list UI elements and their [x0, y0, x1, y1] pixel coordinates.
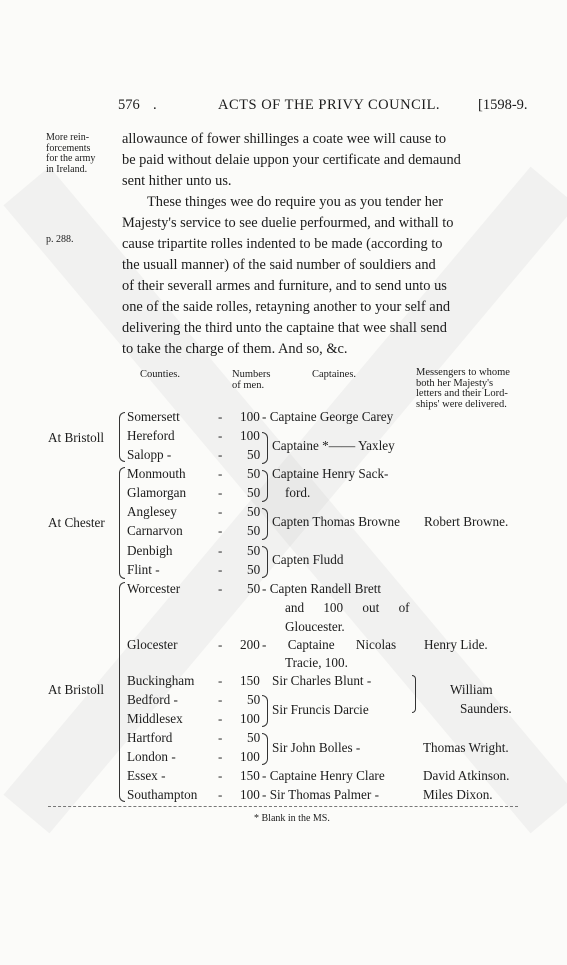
margin-note: More rein- forcements for the army in Ireland.: [46, 132, 96, 175]
place-label: At Chester: [48, 515, 105, 530]
captaine: Captaine *—— Yaxley: [272, 438, 395, 453]
men-count: 50: [247, 543, 261, 558]
col-header-messengers: Messengers to whome both her Majesty's letters and their Lord- ships' were delivered.: [416, 367, 510, 410]
men-count: 50: [247, 581, 261, 596]
men-count: 100: [240, 711, 260, 726]
body-line: allowaunce of fower shillinges a coate wee will cause to: [122, 131, 447, 147]
captaine: Sir Charles Blunt -: [272, 673, 372, 688]
county: Middlesex: [127, 711, 183, 726]
group-brace: [119, 582, 125, 802]
captaine: Capten Thomas Browne: [272, 514, 400, 529]
footnote: * Blank in the MS.: [254, 813, 330, 824]
row-dash: -: [218, 466, 223, 481]
county: London -: [127, 749, 176, 764]
county: Bedford -: [127, 692, 178, 707]
county: Monmouth: [127, 466, 186, 481]
county: Glamorgan: [127, 485, 187, 500]
men-count: 50: [247, 730, 261, 745]
page-reference: p. 288.: [46, 234, 74, 245]
body-line: one of the saide rolles, retayning another to your self and: [122, 299, 451, 315]
captaine: Captaine Henry Sack-: [272, 466, 389, 481]
footnote-rule: [48, 806, 518, 807]
county: Somersett: [127, 409, 180, 424]
messenger-brace: [412, 675, 416, 713]
men-count: 100: [240, 749, 260, 764]
row-dash: -: [218, 543, 223, 558]
body-line: These thinges wee do require you as you tender her: [147, 194, 444, 210]
col-header-numbers: Numbers of men.: [232, 369, 271, 391]
messenger: Miles Dixon.: [423, 787, 493, 802]
men-count: 150: [240, 768, 260, 783]
row-dash: -: [218, 523, 223, 538]
men-count: 50: [247, 523, 261, 538]
men-count: 150: [240, 673, 260, 688]
county: Hartford: [127, 730, 173, 745]
place-label: At Bristoll: [48, 682, 105, 697]
captaine: ford.: [285, 485, 311, 500]
body-line: to take the charge of them. And so, &c.: [122, 341, 348, 357]
county: Anglesey: [127, 504, 177, 519]
captaine: Sir Fruncis Darcie: [272, 702, 369, 717]
messenger: Henry Lide.: [424, 637, 488, 652]
row-dash: -: [218, 447, 223, 462]
col-header-counties: Counties.: [140, 369, 180, 380]
number-brace: [262, 546, 268, 578]
number-brace: [262, 432, 268, 464]
captaine: - Captaine George Carey: [262, 409, 394, 424]
row-dash: -: [218, 787, 223, 802]
men-count: 100: [240, 428, 260, 443]
county: Carnarvon: [127, 523, 183, 538]
group-brace: [119, 412, 125, 462]
captaine: - Sir Thomas Palmer -: [262, 787, 379, 802]
row-dash: -: [218, 692, 223, 707]
captaine: - Captaine Nicolas: [262, 637, 397, 652]
messenger: Saunders.: [460, 701, 512, 716]
row-dash: -: [218, 581, 223, 596]
men-count: 50: [247, 692, 261, 707]
county: Salopp -: [127, 447, 172, 462]
body-line: sent hither unto us.: [122, 173, 232, 189]
men-count: 50: [247, 466, 261, 481]
row-dash: -: [218, 485, 223, 500]
captaine: Sir John Bolles -: [272, 740, 361, 755]
body-line: of their severall armes and furniture, and to send unto us: [122, 278, 447, 294]
men-count: 50: [247, 562, 261, 577]
page-number: 576: [118, 97, 140, 113]
county: Flint -: [127, 562, 160, 577]
body-line: be paid without delaie uppon your certificate and demaund: [122, 152, 461, 168]
captaine: and 100 out of: [285, 600, 410, 615]
men-count: 50: [247, 485, 261, 500]
header-date: [1598-9.: [478, 97, 528, 113]
messenger: William: [450, 682, 493, 697]
county: Denbigh: [127, 543, 173, 558]
body-line: the usuall manner) of the said number of souldiers and: [122, 257, 436, 273]
messenger: Thomas Wright.: [423, 740, 509, 755]
header-separator: .: [153, 97, 157, 113]
row-dash: -: [218, 428, 223, 443]
row-dash: -: [218, 749, 223, 764]
captaine: Tracie, 100.: [285, 655, 348, 670]
county: Worcester: [127, 581, 181, 596]
county: Glocester: [127, 637, 178, 652]
county: Southampton: [127, 787, 198, 802]
row-dash: -: [218, 711, 223, 726]
captaine: Capten Fludd: [272, 552, 344, 567]
number-brace: [262, 508, 268, 540]
row-dash: -: [218, 768, 223, 783]
messenger: Robert Browne.: [424, 514, 509, 529]
captaine: - Capten Randell Brett: [262, 581, 382, 596]
captaine: Gloucester.: [285, 619, 345, 634]
running-title: ACTS OF THE PRIVY COUNCIL.: [218, 97, 441, 113]
row-dash: -: [218, 504, 223, 519]
messenger: David Atkinson.: [423, 768, 510, 783]
men-count: 200: [240, 637, 260, 652]
number-brace: [262, 470, 268, 502]
group-brace: [119, 467, 125, 579]
body-line: cause tripartite rolles indented to be made (according to: [122, 236, 443, 252]
row-dash: -: [218, 673, 223, 688]
body-line: delivering the third unto the captaine that wee shall send: [122, 320, 447, 336]
row-dash: -: [218, 409, 223, 424]
col-header-captaines: Captaines.: [312, 369, 357, 380]
place-label: At Bristoll: [48, 430, 105, 445]
row-dash: -: [218, 562, 223, 577]
row-dash: -: [218, 730, 223, 745]
number-brace: [262, 733, 268, 765]
county: Hereford: [127, 428, 175, 443]
men-count: 100: [240, 787, 260, 802]
men-count: 50: [247, 504, 261, 519]
row-dash: -: [218, 637, 223, 652]
captaine: - Captaine Henry Clare: [262, 768, 385, 783]
county: Buckingham: [127, 673, 195, 688]
men-count: 100: [240, 409, 260, 424]
county: Essex -: [127, 768, 166, 783]
number-brace: [262, 695, 268, 727]
men-count: 50: [247, 447, 261, 462]
body-line: Majesty's service to see duelie perfourmed, and withall to: [122, 215, 454, 231]
